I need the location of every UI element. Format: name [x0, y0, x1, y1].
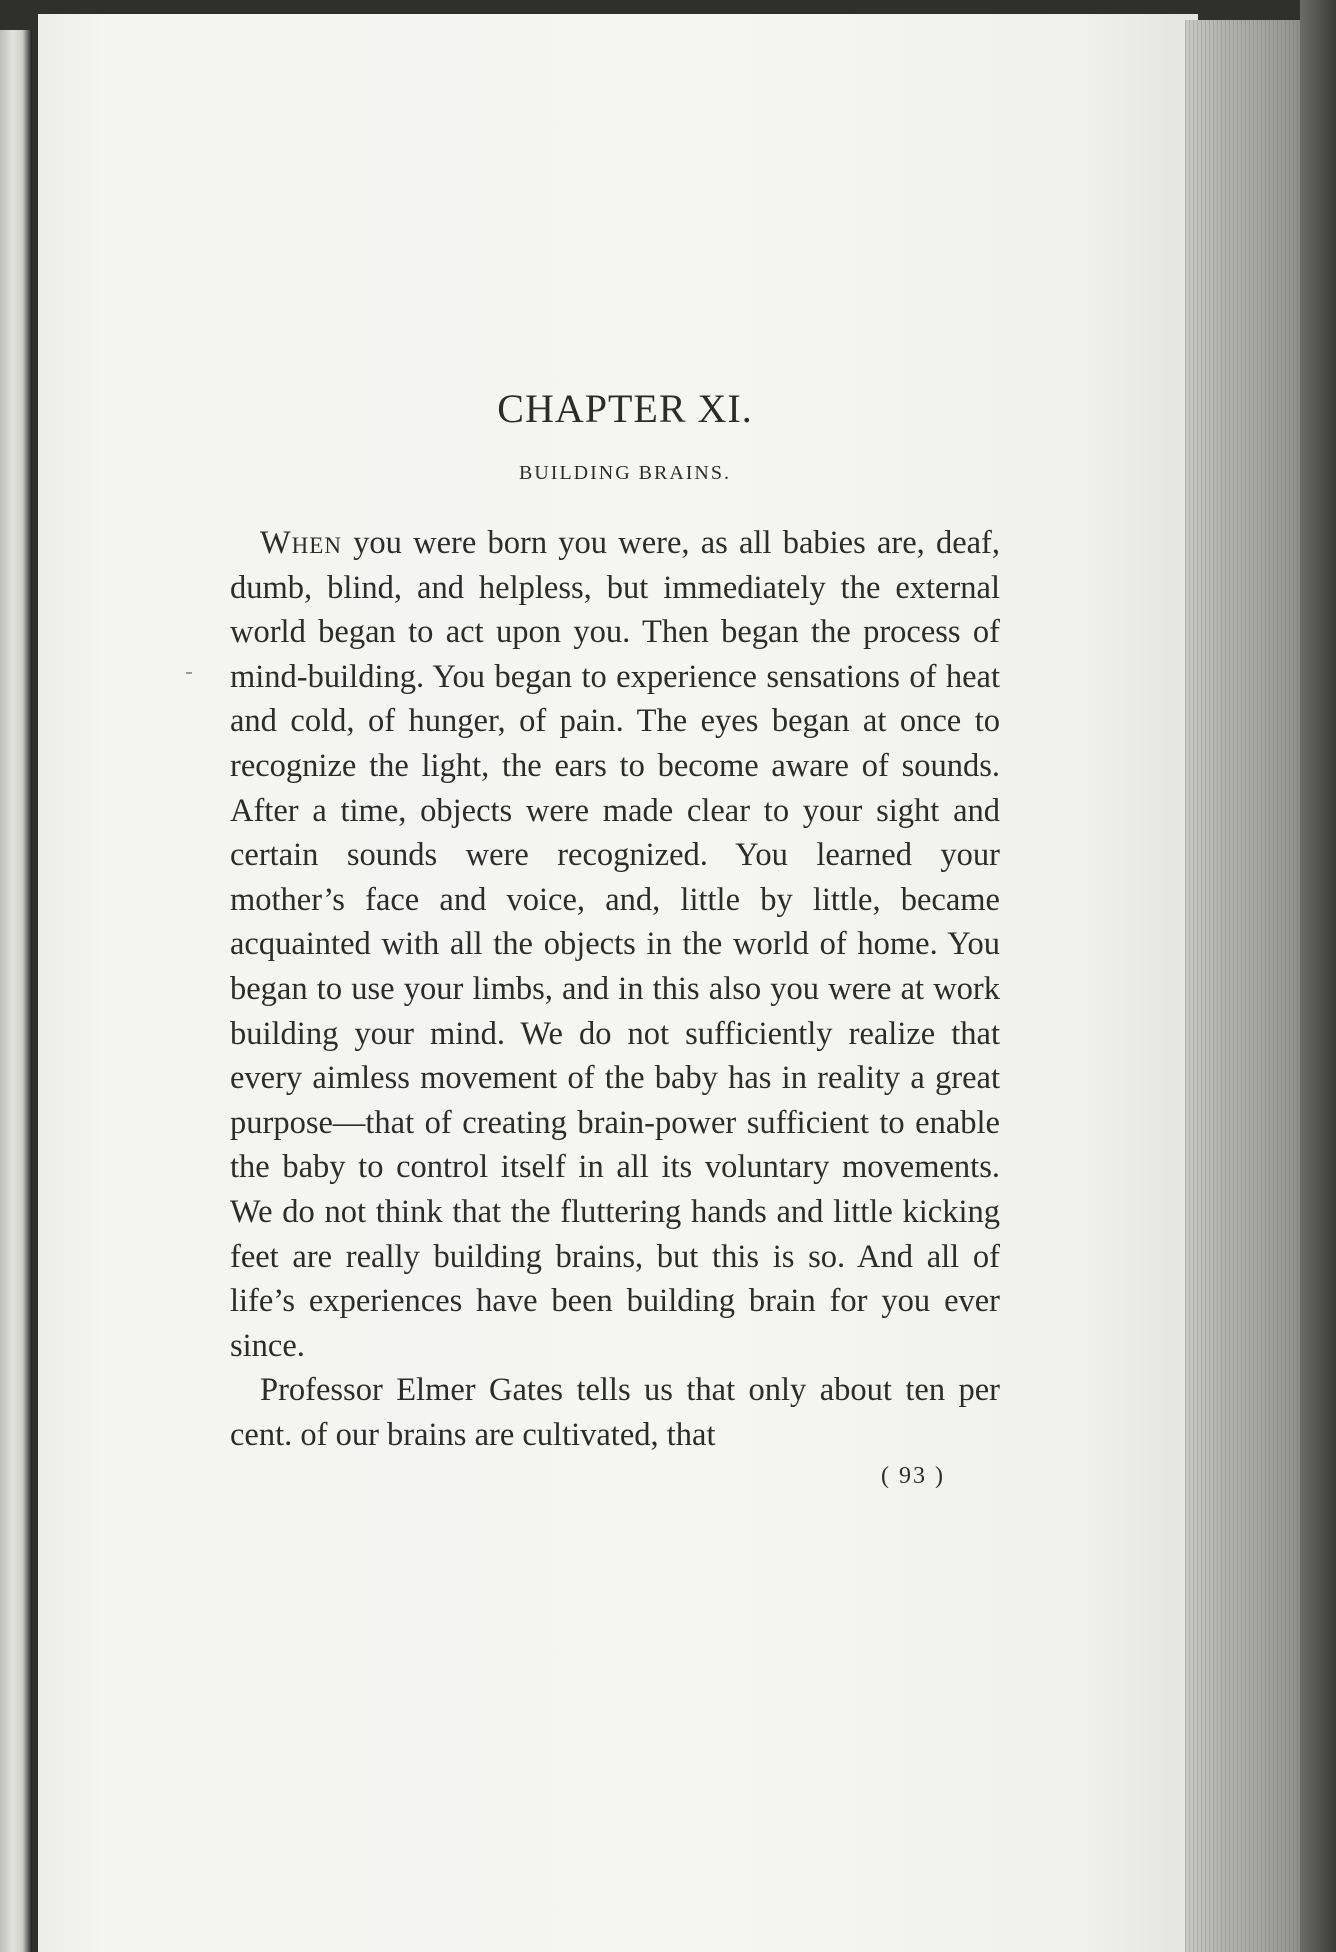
section-title: BUILDING BRAINS. [519, 462, 731, 484]
left-page-edge [0, 30, 32, 1952]
paragraph-1-body: you were born you were, as all babies are, deaf, dumb, blind, and helpless, but immediately the external world began to act upon you. Then began the process of mind-building. You began to experience sensations of heat and cold, of hunger, of pain. The eyes began at once to recognize the light, the ears to become aware of sounds. After a time, objects were made clear to your sight and certain sounds were recognized. You learned your mother’s face and voice, and, little by little, became acquainted with all the objects in the world of home. You began to use your limbs, and in this also you were at work building your mind. We do not sufficiently realize that every aimless movement of the baby has in reality a great purpose—that of creating brain-power sufficient to enable the baby to control itself in all its voluntary movements. We do not think that the fluttering hands and little kicking feet are really building brains, but this is so. And all of life’s experiences have been building brain for you ever since. [230, 525, 1000, 1364]
paragraph-2: Professor Elmer Gates tells us that only about ten per cent. of our brains are cultivated, that [230, 1372, 1000, 1453]
paragraph-1 [230, 521, 1000, 1368]
page-number: ( 93 ) [881, 1463, 945, 1490]
paragraph-1-lead-word: When [260, 525, 342, 561]
book-edge-shadow [1300, 0, 1336, 1952]
page-text-block [230, 385, 1000, 1490]
ink-speck [186, 672, 192, 674]
chapter-title: CHAPTER XI. [497, 386, 753, 431]
